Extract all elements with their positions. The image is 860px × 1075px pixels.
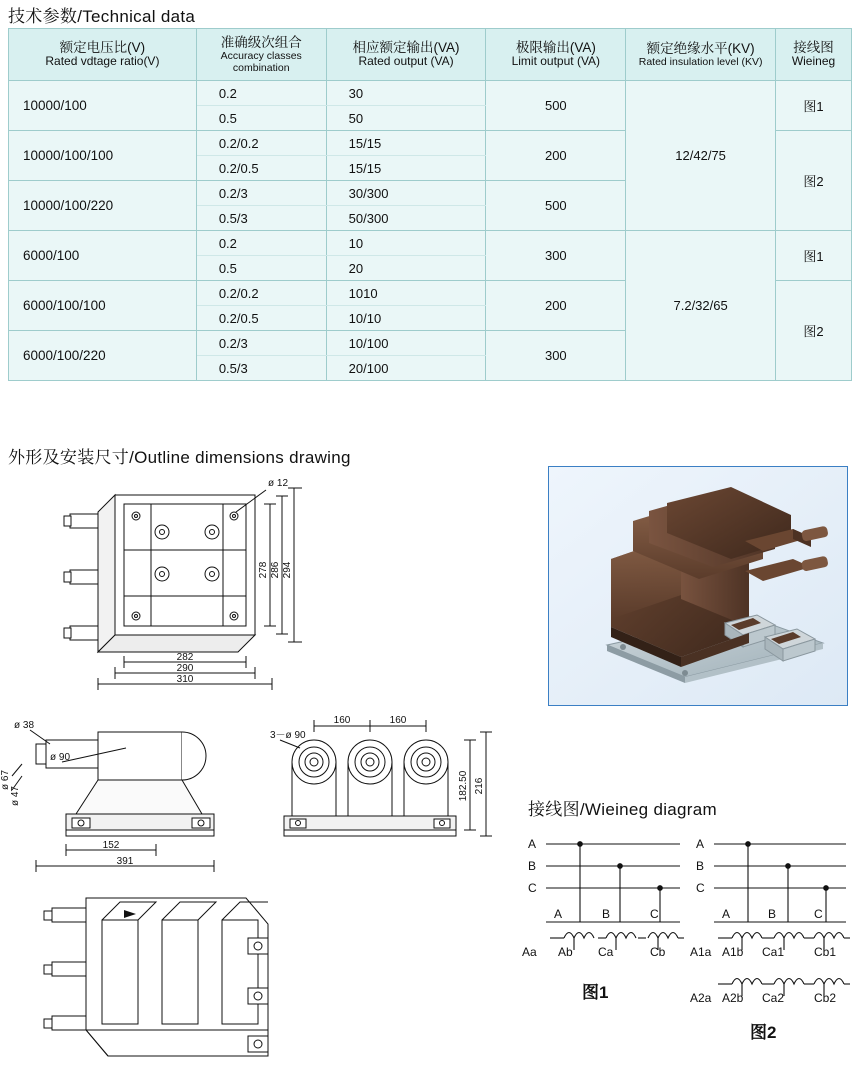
cell-ratio: 10000/100 [9,81,197,131]
wiring2-sec2-cb2: Cb2 [814,991,837,1005]
cell-limit: 200 [486,281,626,331]
cell-ratio: 10000/100/220 [9,181,197,231]
dim-160-a: 160 [333,715,351,726]
cell-accuracy: 0.2/3 [196,331,326,356]
cell-ratio: 6000/100/220 [9,331,197,381]
wiring-diagram-title: 接线图/Wieineg diagram [528,800,717,819]
dim-310: 310 [176,674,194,685]
wiring2-mid-b: B [768,907,777,921]
wiring2-sec1-cb1: Cb1 [814,945,837,959]
dim-282: 282 [176,652,194,663]
cell-ratio: 10000/100/100 [9,131,197,181]
cell-accuracy: 0.5 [196,256,326,281]
wiring2-sec1-ca1: Ca1 [762,945,785,959]
table-row [9,81,852,106]
cell-output: 15/15 [326,156,486,181]
cell-output: 10 [326,231,486,256]
cell-ratio: 6000/100/100 [9,281,197,331]
cell-output: 1010 [326,281,486,306]
cell-limit: 300 [486,331,626,381]
wiring1-primary-c: C [528,881,537,895]
dim-182-50: 182.50 [458,770,469,802]
cell-accuracy: 0.2/0.5 [196,306,326,331]
table-row [9,231,852,256]
wiring2-primary-c: C [696,881,705,895]
dim-160-b: 160 [389,715,407,726]
dim-290: 290 [176,663,194,674]
product-photo [548,466,848,706]
cell-output: 10/100 [326,331,486,356]
header-rated-voltage-ratio: 额定电压比(V) Rated vdtage ratio(V) [9,29,197,81]
cell-diagram: 图1 [776,231,852,281]
dim-152: 152 [102,840,120,851]
cell-accuracy: 0.2/3 [196,181,326,206]
cell-output: 10/10 [326,306,486,331]
wiring-diagram-2 [690,826,860,1056]
cell-output: 20/100 [326,356,486,381]
side-view-drawing [0,718,276,878]
header-limit-output: 极限输出(VA) Limit output (VA) [486,29,626,81]
cell-accuracy: 0.5/3 [196,206,326,231]
cell-accuracy: 0.2 [196,81,326,106]
dim-d90: ø 90 [50,752,71,763]
cell-limit: 500 [486,181,626,231]
wiring1-caption: 图1 [582,983,609,1002]
dim-d47: ø 47 [10,785,21,807]
wiring2-primary-a: A [696,837,705,851]
technical-data-table [8,28,852,381]
cell-output: 20 [326,256,486,281]
outline-dimensions-title: 外形及安装尺寸/Outline dimensions drawing [8,448,351,467]
wiring1-primary-a: A [528,837,537,851]
cell-output: 50/300 [326,206,486,231]
wiring1-mid-a: A [554,907,563,921]
technical-data-title: 技术参数/Technical data [8,7,196,26]
cell-output: 30/300 [326,181,486,206]
wiring1-primary-b: B [528,859,537,873]
cell-limit: 200 [486,131,626,181]
cell-diagram: 图2 [776,281,852,381]
header-wiring-diagram: 接线图 Wieineg [776,29,852,81]
wiring-diagram-1 [520,826,695,1036]
wiring2-sec2-a2b: A2b [722,991,744,1005]
dim-hole-dia: ø 12 [268,478,289,489]
dim-216: 216 [474,777,485,795]
wiring1-mid-c: C [650,907,659,921]
header-accuracy-classes: 准确级次组合 Accuracy classes combination [196,29,326,81]
header-rated-insulation-level: 额定绝缘水平(KV) Rated insulation level (KV) [626,29,776,81]
cell-accuracy: 0.2/0.2 [196,281,326,306]
table-header-row [9,29,852,81]
wiring1-sec-aa: Aa [522,945,537,959]
cell-insulation: 7.2/32/65 [626,231,776,381]
wiring1-sec-ca: Ca [598,945,614,959]
cell-accuracy: 0.5 [196,106,326,131]
cell-output: 50 [326,106,486,131]
cell-output: 15/15 [326,131,486,156]
dim-d38: ø 38 [14,720,35,731]
wiring1-sec-ab: Ab [558,945,573,959]
cell-insulation: 12/42/75 [626,81,776,231]
wiring2-sec2-a2a: A2a [690,991,712,1005]
wiring1-mid-b: B [602,907,611,921]
dim-294: 294 [282,561,293,579]
wiring2-sec2-ca2: Ca2 [762,991,785,1005]
wiring1-sec-cb: Cb [650,945,666,959]
wiring2-primary-b: B [696,859,705,873]
header-rated-output: 相应额定输出(VA) Rated output (VA) [326,29,486,81]
wiring2-caption: 图2 [750,1023,777,1042]
cell-output: 30 [326,81,486,106]
dim-d67: ø 67 [0,769,11,791]
dim-391: 391 [116,856,134,867]
cell-limit: 300 [486,231,626,281]
dim-3-hole-90: 3－ø 90 [270,730,306,741]
cell-accuracy: 0.2/0.2 [196,131,326,156]
cell-diagram: 图2 [776,131,852,231]
top-view-drawing [20,470,320,700]
cell-diagram: 图1 [776,81,852,131]
cell-accuracy: 0.2/0.5 [196,156,326,181]
bottom-view-drawing [16,880,306,1070]
cell-accuracy: 0.5/3 [196,356,326,381]
wiring2-mid-a: A [722,907,731,921]
cell-ratio: 6000/100 [9,231,197,281]
cell-accuracy: 0.2 [196,231,326,256]
cell-limit: 500 [486,81,626,131]
front-view-drawing [270,712,520,872]
wiring2-sec1-a1b: A1b [722,945,744,959]
wiring2-sec1-a1a: A1a [690,945,712,959]
dim-286: 286 [270,561,281,579]
wiring2-mid-c: C [814,907,823,921]
dim-278: 278 [258,561,269,579]
